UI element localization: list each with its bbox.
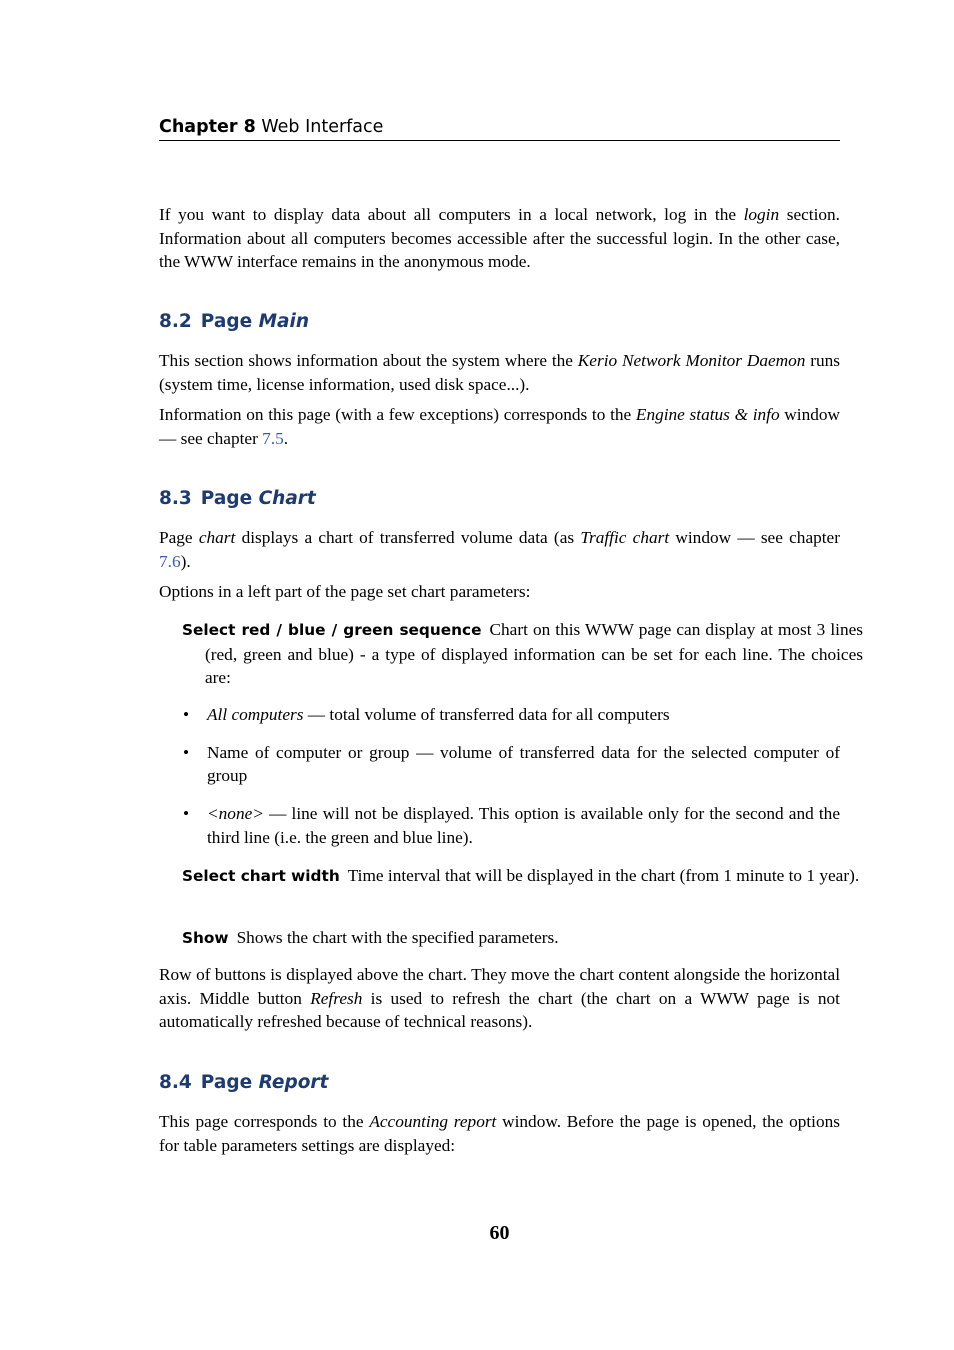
section-heading-8-3 [159, 487, 316, 511]
section-8-3-body [159, 526, 840, 604]
text: . [283, 429, 289, 449]
text: ). [180, 551, 191, 571]
text: window — see chapter [159, 405, 840, 449]
buttons-paragraph [159, 963, 840, 1034]
intro-paragraph [159, 203, 840, 274]
definition-term: Show [182, 929, 229, 947]
text: Page [159, 528, 199, 547]
emphasis: chart [198, 528, 236, 547]
list-item [183, 741, 840, 788]
chapter-link[interactable]: 7.6 [159, 551, 181, 571]
section-heading-8-4 [159, 1071, 328, 1095]
section-word: Page [200, 488, 253, 509]
chapter-link[interactable]: 7.5 [262, 429, 284, 449]
page-number: 60 [489, 1222, 510, 1244]
emphasis: Accounting report [369, 1112, 497, 1131]
chapter-title: Web Interface [261, 117, 384, 137]
section-word: Page [200, 1072, 253, 1093]
definition-desc: Time interval that will be displayed in the chart (from 1 minute to 1 year). [347, 866, 860, 885]
emphasis: Engine status & info [635, 405, 780, 425]
section-word: Page [200, 311, 253, 332]
text: runs (system time, license information, used disk space...). [159, 351, 840, 394]
text: Information on this page (with a few exceptions) corresponds to the [159, 405, 636, 425]
text: is used to refresh the chart (the chart on a WWW page is not automatically refreshed because of technical reasons). [159, 988, 840, 1032]
emphasis: Refresh [310, 988, 363, 1008]
text: window. Before the page is opened, the options for table parameters settings are displayed: [159, 1112, 840, 1155]
chapter-label: Chapter 8 [159, 117, 256, 137]
emphasis: <none> [207, 804, 264, 824]
definition-show [182, 926, 863, 951]
definition-term: Select chart width [182, 867, 340, 885]
text: Name of computer or group — volume of transferred data for the selected computer of group [207, 742, 840, 786]
emphasis: Traffic chart [580, 528, 670, 547]
section-heading-8-2 [159, 310, 309, 334]
emphasis: Kerio Network Monitor Daemon [577, 351, 806, 370]
section-number: 8.3 [159, 488, 192, 509]
section-8-4-body [159, 1110, 840, 1157]
section-name: Main [258, 311, 309, 332]
text: This page corresponds to the [159, 1112, 370, 1131]
section-name: Report [258, 1072, 329, 1093]
definition-desc: Chart on this WWW page can display at most 3 lines (red, green and blue) - a type of displayed information can be set for each line. The choices are: [205, 620, 863, 688]
options-intro: Options in a left part of the page set chart parameters: [159, 582, 531, 602]
text: If you want to display data about all computers in a local network, log in the [159, 205, 744, 224]
running-header [159, 115, 840, 141]
text: — line will not be displayed. This option is available only for the second and the third line (i.e. the green and blue line). [207, 804, 840, 847]
choice-list [183, 703, 840, 850]
definition-sequence [182, 618, 863, 690]
list-item [183, 802, 840, 849]
definition-term: Select red / blue / green sequence [182, 621, 482, 639]
text: section. Information about all computers becomes accessible after the successful login. In the other case, the WWW interface remains in the anonymous mode. [159, 205, 840, 272]
emphasis: All computers [207, 705, 304, 724]
text: displays a chart of transferred volume data (as [235, 528, 581, 547]
emphasis: login [743, 205, 780, 224]
section-number: 8.2 [159, 311, 192, 332]
section-number: 8.4 [159, 1072, 192, 1093]
definition-chart-width [182, 864, 863, 889]
text: This section shows information about the system where the [159, 351, 578, 370]
section-8-2-body [159, 349, 840, 451]
text: Row of buttons is displayed above the chart. They move the chart content alongside the horizontal axis. Middle button [159, 965, 840, 1008]
text: — total volume of transferred data for all computers [303, 705, 670, 724]
section-name: Chart [258, 488, 316, 509]
text: window — see chapter [669, 528, 840, 547]
definition-desc: Shows the chart with the specified parameters. [236, 928, 559, 947]
list-item [183, 703, 840, 727]
